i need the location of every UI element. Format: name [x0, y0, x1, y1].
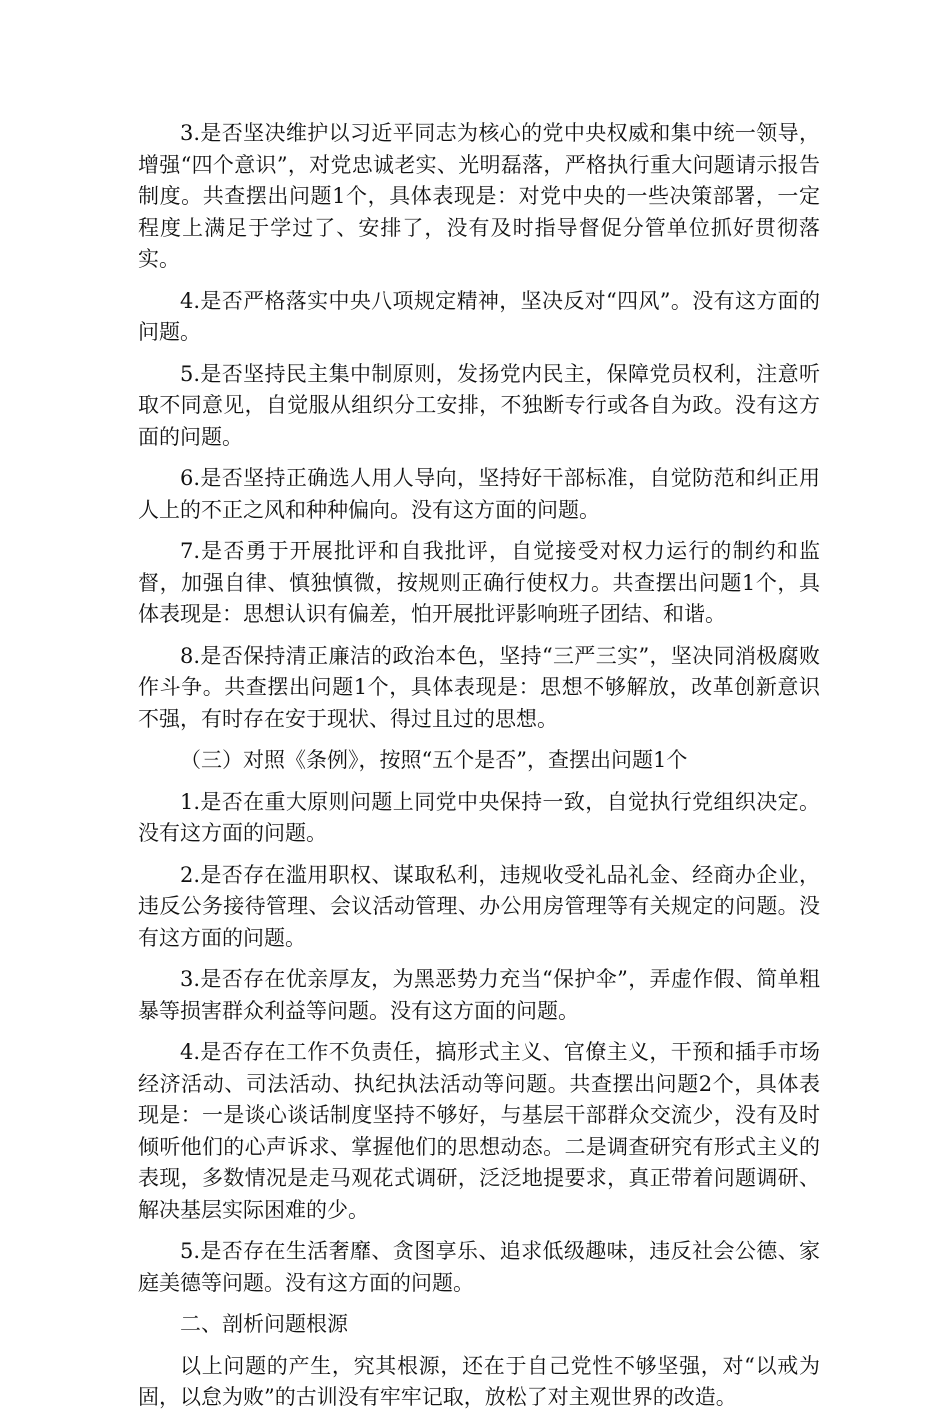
paragraph-item-3-core-leadership: 3.是否坚决维护以习近平同志为核心的党中央权威和集中统一领导，增强“四个意识”，对党忠诚老实、光明磊落，严格执行重大问题请示报告制度。共查摆出问题1个，具体表现是：对党中央的一些决策部署，一定程度上满足于学过了、安排了，没有及时指导督促分管单位抓好贯彻落实。 [138, 121, 820, 271]
paragraph-item-6-personnel-selection: 6.是否坚持正确选人用人导向，坚持好干部标准，自觉防范和纠正用人上的不正之风和种种偏向。没有这方面的问题。 [138, 466, 820, 522]
paragraph-check-5-extravagance: 5.是否存在生活奢靡、贪图享乐、追求低级趣味，违反社会公德、家庭美德等问题。没有这方面的问题。 [138, 1239, 820, 1295]
paragraph-check-1-principles: 1.是否在重大原则问题上同党中央保持一致，自觉执行党组织决定。没有这方面的问题。 [138, 789, 820, 845]
section-heading-root-causes: 二、剖析问题根源 [180, 1312, 348, 1336]
paragraph-item-4-eight-rules: 4.是否严格落实中央八项规定精神，坚决反对“四风”。没有这方面的问题。 [138, 288, 820, 344]
section-heading-regulations: （三）对照《条例》，按照“五个是否”，查摆出问题1个 [180, 748, 688, 772]
paragraph-check-3-favoritism: 3.是否存在优亲厚友，为黑恶势力充当“保护伞”，弄虚作假、简单粗暴等损害群众利益等问题。没有这方面的问题。 [138, 967, 820, 1023]
paragraph-check-4-formalism: 4.是否存在工作不负责任，搞形式主义、官僚主义，干预和插手市场经济活动、司法活动、执纪执法活动等问题。共查摆出问题2个，具体表现是：一是谈心谈话制度坚持不够好，与基层干部群众交流少，没有及时倾听他们的心声诉求、掌握他们的思想动态。二是调查研究有形式主义的表现，多数情况是走马观花式调研，泛泛地提要求，真正带着问题调研、解决基层实际困难的少。 [138, 1040, 820, 1222]
paragraph-item-7-criticism: 7.是否勇于开展批评和自我批评，自觉接受对权力运行的制约和监督，加强自律、慎独慎微，按规则正确行使权力。共查摆出问题1个，具体表现是：思想认识有偏差，怕开展批评影响班子团结、和谐。 [138, 539, 820, 626]
document-page [138, 118, 820, 1424]
paragraph-item-5-democratic-centralism: 5.是否坚持民主集中制原则，发扬党内民主，保障党员权利，注意听取不同意见，自觉服从组织分工安排，不独断专行或各自为政。没有这方面的问题。 [138, 361, 820, 449]
paragraph-item-8-integrity: 8.是否保持清正廉洁的政治本色，坚持“三严三实”，坚决同消极腐败作斗争。共查摆出问题1个，具体表现是：思想不够解放，改革创新意识不强，有时存在安于现状、得过且过的思想。 [138, 643, 820, 731]
paragraph-root-causes: 以上问题的产生，究其根源，还在于自己党性不够坚强，对“以戒为固，以怠为败”的古训没有牢牢记取，放松了对主观世界的改造。 [138, 1353, 820, 1409]
paragraph-check-2-abuse-of-power: 2.是否存在滥用职权、谋取私利，违规收受礼品礼金、经商办企业，违反公务接待管理、会议活动管理、办公用房管理等有关规定的问题。没有这方面的问题。 [138, 862, 820, 950]
